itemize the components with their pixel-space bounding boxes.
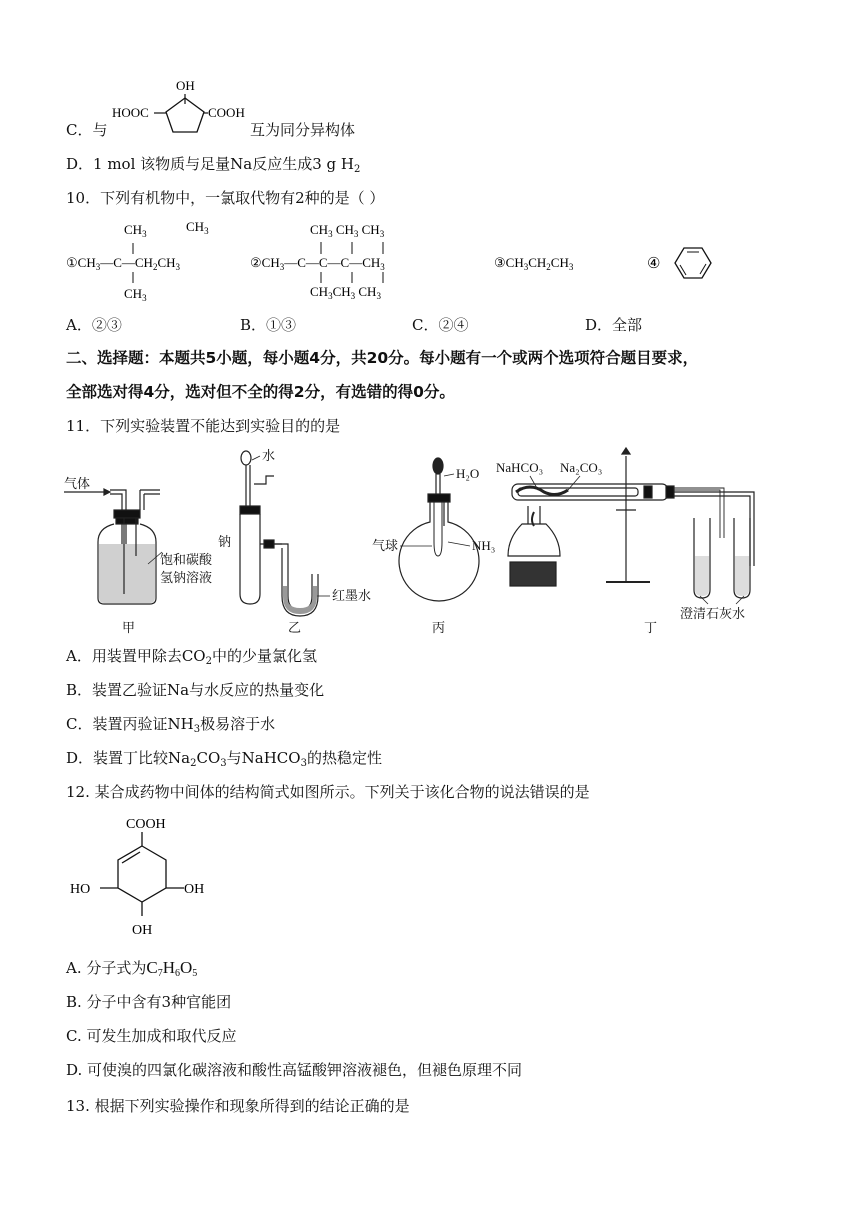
q12-stem: 12. 某合成药物中间体的结构简式如图所示。下列关于该化合物的说法错误的是 — [66, 783, 590, 801]
molecule-3 — [494, 255, 574, 272]
m2-label: ②CH — [250, 255, 280, 270]
q9-optc-prefix: C．与 — [66, 121, 108, 139]
q12-structure — [66, 812, 236, 938]
q10-option-c[interactable]: C．②④ — [412, 316, 469, 334]
bing-balloon-label: 气球 — [372, 538, 399, 553]
apparatus-bing — [372, 458, 495, 635]
q12-ho-left: HO — [70, 882, 91, 897]
q11d-pre: D．装置丁比较Na — [66, 749, 191, 767]
q11a-pre: A．用装置甲除去CO — [66, 647, 206, 665]
apparatus-yi — [218, 448, 371, 635]
m1-label: $①CH_3—C—CH_2CH_3$ — [66, 255, 181, 272]
jia-label: 甲 — [122, 620, 136, 635]
yi-label: 乙 — [288, 620, 302, 635]
q11c-sub: 3 — [193, 724, 201, 735]
q11-stem: 11．下列实验装置不能达到实验目的的是 — [66, 417, 341, 435]
q12-oh-bottom: OH — [132, 923, 153, 938]
q9-optd-text: D．1 mol 该物质与足量Na反应生成3 g H — [66, 155, 354, 173]
struct-oh: OH — [176, 78, 195, 93]
m3-label: ③CH — [494, 255, 524, 270]
m1-ch3-top2: $CH_3$ — [124, 222, 147, 239]
ding-na2co3-label: Na₂CO₃ — [560, 460, 603, 475]
q11d-sub3: 3 — [300, 758, 307, 769]
q11-option-a[interactable] — [66, 646, 317, 666]
q12-option-c[interactable]: C. 可发生加成和取代反应 — [66, 1027, 237, 1045]
yi-ink-label: 红墨水 — [332, 588, 372, 603]
q10-option-d[interactable]: D．全部 — [585, 316, 643, 334]
q11-option-b[interactable]: B．装置乙验证Na与水反应的热量变化 — [66, 681, 325, 699]
q11-option-c[interactable] — [66, 714, 275, 734]
apparatus-ding — [496, 448, 754, 635]
struct-hooc: HOOC — [112, 105, 149, 120]
q10-structures — [60, 218, 740, 308]
q10-option-b[interactable]: B．①③ — [240, 316, 297, 334]
q12a-pre: A. 分子式为 — [66, 959, 147, 977]
q12-option-b[interactable]: B. 分子中含有3种官能团 — [66, 993, 232, 1011]
jia-gas-label: 气体 — [64, 476, 91, 491]
yi-sodium-label: 钠 — [218, 534, 232, 549]
q9-optc-suffix: 互为同分异构体 — [250, 121, 356, 139]
q11d-post: 的热稳定性 — [306, 749, 382, 767]
section2-line1: 二、选择题：本题共5小题，每小题4分，共20分。每小题有一个或两个选项符合题目要求， — [66, 349, 699, 367]
svg-text:③CH3CH2CH3: $③CH_3CH_2CH_3$ — [494, 255, 574, 272]
benzene-icon — [647, 248, 711, 278]
q11d-mid2: 与NaHCO — [226, 749, 301, 767]
q11c-pre: C．装置丙验证NH — [66, 715, 194, 733]
ding-nahco3-label: NaHCO₃ — [496, 460, 544, 475]
q11d-mid1: CO — [196, 749, 221, 767]
q10-stem: 10．下列有机物中，一氯取代物有2种的是（ ） — [66, 189, 385, 207]
section2-line2: 全部选对得4分，选对但不全的得2分，有选错的得0分。 — [66, 383, 455, 401]
q13-stem: 13. 根据下列实验操作和现象所得到的结论正确的是 — [66, 1097, 410, 1115]
q12a-formula: $C_7H_6O_5$ — [146, 958, 198, 979]
bing-label: 丙 — [432, 620, 446, 635]
q12-option-a[interactable] — [66, 958, 197, 978]
q9-option-d — [66, 154, 360, 174]
q11-apparatus-figure — [60, 446, 800, 636]
q11d-sub2: 3 — [220, 758, 227, 769]
yi-water-label: 水 — [262, 448, 276, 463]
svg-text:②CH3—C—C—C—CH3: $②CH_3—C—C—C—CH_3$ — [250, 255, 385, 272]
ding-label: 丁 — [644, 620, 658, 635]
apparatus-jia — [64, 476, 213, 635]
q11a-post: 中的少量氯化氢 — [211, 647, 317, 665]
q11d-sub1: 2 — [190, 758, 197, 769]
m4-label: ④ — [647, 256, 661, 272]
q10-option-a[interactable]: A．②③ — [66, 316, 122, 334]
q11a-sub: 2 — [205, 656, 212, 667]
svg-text:CH3 CH3 CH3: $CH_3$ $CH_3$ $CH_3$ — [310, 222, 385, 239]
m1-ch3-top: $CH_3$ — [186, 219, 209, 236]
jia-solution-label-2: 氢钠溶液 — [160, 570, 213, 585]
q12-oh-right: OH — [184, 882, 205, 897]
q11c-post: 极易溶于水 — [200, 715, 276, 733]
cyclopentane-structure — [108, 76, 258, 138]
bing-nh3-label: NH₃ — [472, 538, 496, 553]
q12-option-d[interactable]: D. 可使溴的四氯化碳溶液和酸性高锰酸钾溶液褪色，但褪色原理不同 — [66, 1061, 523, 1079]
q12-cooh: COOH — [126, 817, 166, 832]
bing-h2o-label: H₂O — [456, 466, 480, 481]
molecule-2 — [250, 222, 385, 301]
svg-text:CH3CH3 CH3: $CH_3CH_3$ $CH_3$ — [310, 284, 381, 301]
m1-ch3-bottom: $CH_3$ — [124, 286, 147, 303]
q9-optd-sub: 2 — [354, 164, 361, 175]
q11-option-d[interactable] — [66, 748, 382, 768]
jia-solution-label-1: 饱和碳酸 — [160, 552, 213, 567]
ding-limewater-label: 澄清石灰水 — [680, 606, 746, 621]
struct-cooh: COOH — [208, 105, 245, 120]
molecule-1 — [66, 219, 209, 303]
